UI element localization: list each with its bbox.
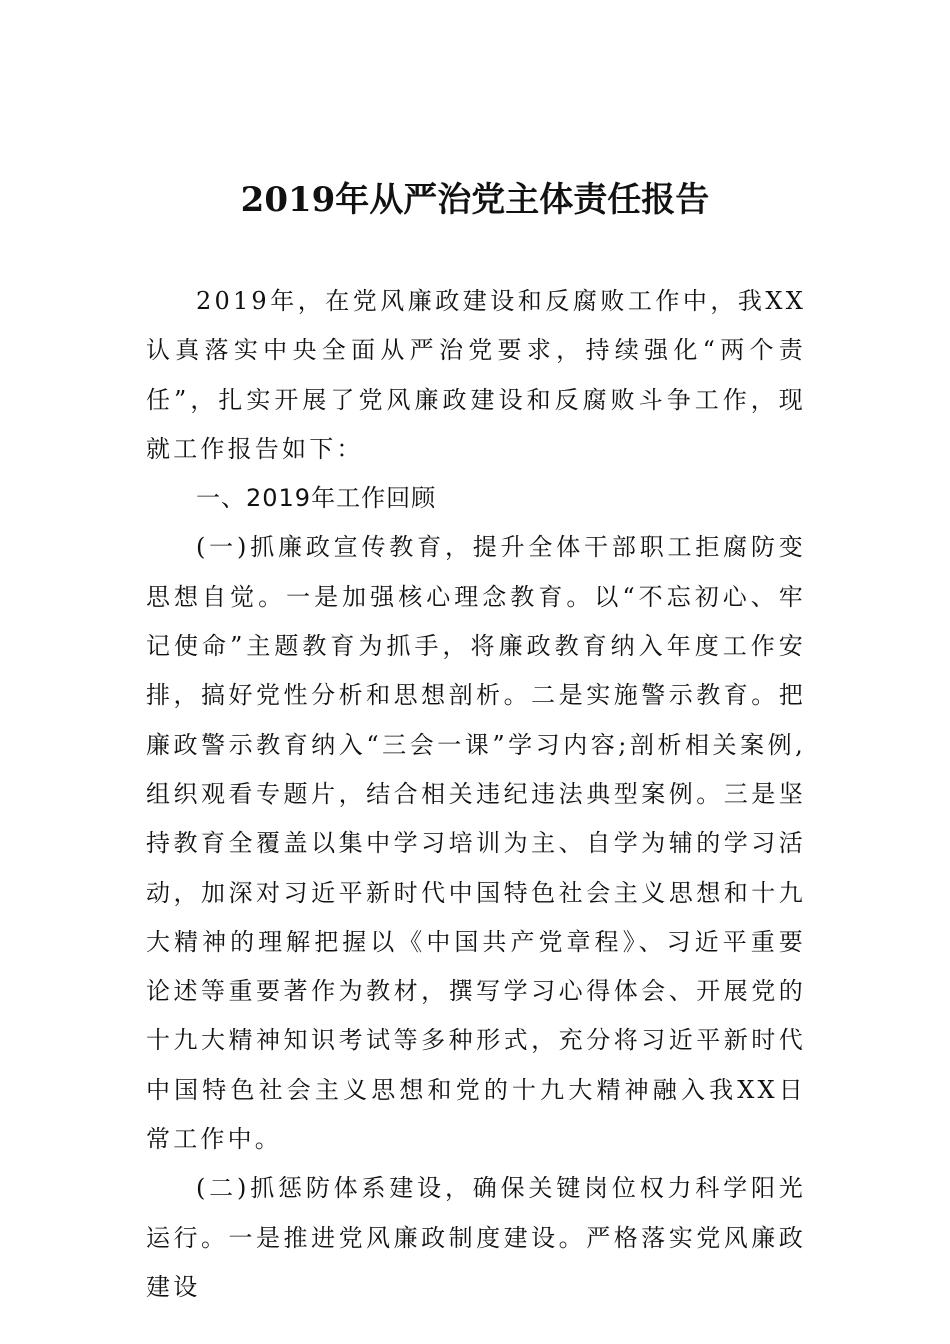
section-heading-review: 一、2019年工作回顾	[196, 484, 437, 513]
intro-paragraph: 2019年，在党风廉政建设和反腐败工作中，我XX认真落实中央全面从严治党要求，持续强化“两个责任”，扎实开展了党风廉政建设和反腐败斗争工作，现就工作报告如下：	[146, 287, 806, 463]
document-body	[146, 277, 806, 1312]
paragraph-prevention: (二)抓惩防体系建设，确保关键岗位权力科学阳光运行。一是推进党风廉政制度建设。严格落实党风廉政建设	[146, 1174, 806, 1301]
paragraph-education: (一)抓廉政宣传教育，提升全体干部职工拒腐防变思想自觉。一是加强核心理念教育。以“不忘初心、牢记使命”主题教育为抓手，将廉政教育纳入年度工作安排，搞好党性分析和思想剖析。二是实施警示教育。把廉政警示教育纳入“三会一课”学习内容;剖析相关案例,组织观看专题片，结合相关违纪违法典型案例。三是坚持教育全覆盖以集中学习培训为主、自学为辅的学习活动，加深对习近平新时代中国特色社会主义思想和十九大精神的理解把握以《中国共产党章程》、习近平重要论述等重要著作为教材，撰写学习心得体会、开展党的十九大精神知识考试等多种形式，充分将习近平新时代中国特色社会主义思想和党的十九大精神融入我XX日常工作中。	[146, 533, 806, 1154]
document-title: 2019年从严治党主体责任报告	[240, 180, 710, 220]
